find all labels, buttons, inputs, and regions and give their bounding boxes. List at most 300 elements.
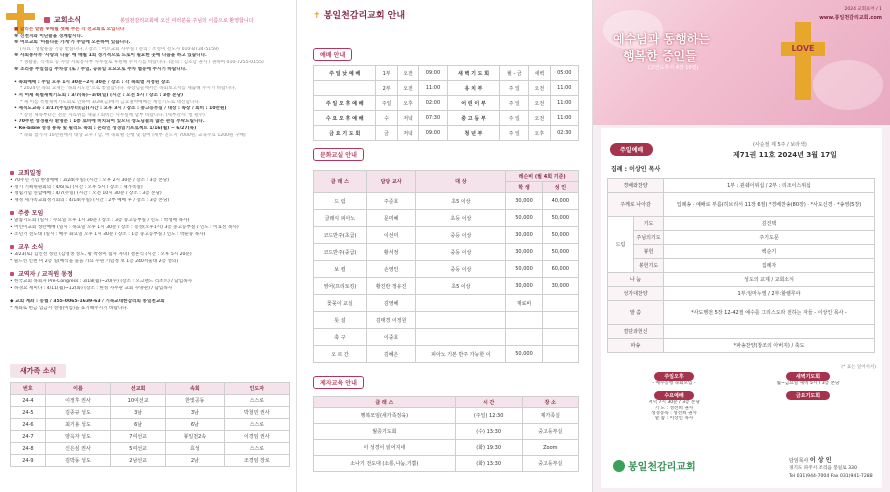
table-cell (506, 329, 542, 346)
news-item: * 속회 참가자 10만원에서 대상 교우 / 남, 여 속회별 진행 및 참여 (세부 진도지 7000원, 교육수료 1200원 구매) (20, 132, 246, 138)
cover-panel (593, 0, 890, 492)
table-row (314, 227, 579, 244)
order-table (607, 178, 875, 353)
table-cell (542, 312, 578, 329)
theme-line1: 예수님과 동행하는 (613, 32, 710, 46)
bottom-cell (741, 372, 875, 388)
order-label: 주께로 나아감 (608, 193, 664, 217)
table-header: 번호 (11, 383, 46, 395)
worship-pill: 주일예배 (610, 143, 653, 156)
table-row (314, 295, 579, 312)
table-cell: 3남 (111, 407, 166, 419)
section-item: ◆ 교회 계좌 : 농협 / 355-0065-1639-63 / 기독교대한감리회 봉일천교회 (10, 299, 165, 305)
order-value (664, 325, 875, 339)
news-item: * 장년 제목부터는 전문 자료위를 제출 / 회비는 사무실에 납부 바랍니다. (세부강사: 청 황수) (20, 112, 205, 118)
table-cell: (화) 13:30 (455, 456, 522, 472)
table-row (314, 408, 579, 424)
order-group: 드림 (608, 217, 634, 273)
guide-title (313, 8, 405, 21)
order-row (608, 179, 875, 193)
education-guide-tag: 제자교육 안내 (313, 376, 364, 389)
table-cell: 50,000 (542, 210, 578, 227)
bottom-cell (607, 391, 741, 422)
news-item: * 2024년 속회 교재는 '속회지도안'으로 통일합니다. 속장님들께서는 속회보고서를 제출해 주시기 바랍니다. (20, 86, 236, 92)
table-header: 성 인 (542, 182, 578, 193)
bullet-icon (10, 211, 14, 215)
table-header-row (314, 171, 579, 182)
table-cell: 02:30 (550, 126, 578, 141)
table-cell: 영어(프리토킹) (314, 278, 367, 295)
news-panel (0, 0, 297, 492)
table-cell: 6남 (166, 419, 224, 431)
section-title-text: 주중 모임 (18, 210, 44, 218)
table-cell: 스스로 (224, 443, 289, 455)
table-cell: 이중호 (366, 329, 416, 346)
table-cell: 행복모임(새가족정육) (314, 408, 456, 424)
order-label: 기도 (634, 217, 664, 231)
section-item: • 하경요 세미나 : 4/11(월)~12(화) (장소 : 한성 사무관 교회 수양관) / 담임목사 (10, 285, 173, 291)
table-cell: 2부 (376, 81, 397, 96)
table-cell: 11:00 (419, 81, 447, 96)
news-item: ※ 신천지와 이단들을 경계합시다. (14, 33, 83, 39)
table-row (314, 210, 579, 227)
table-cell: 새 벽 기 도 회 (447, 66, 500, 81)
banner-small: 2024 교회표어 / 1 (844, 7, 882, 12)
table-cell: 24-7 (11, 431, 46, 443)
order-label: 결단과헌신 (608, 325, 664, 339)
leader-text: 집례 : 이상인 목사 (611, 166, 661, 173)
section-title (10, 168, 290, 177)
table-cell: 주 일 (500, 126, 529, 141)
table-cell: 07:30 (419, 111, 447, 126)
pastor-label: 담임목사 (789, 458, 809, 464)
table-row (314, 244, 579, 261)
table-header: 속회 (166, 383, 224, 395)
season-text: (사순절 제 5주 / 보라색) (753, 142, 807, 148)
theme-line2: 행복한 증인들 (623, 49, 697, 63)
table-cell: 50,000 (506, 210, 542, 227)
table-row (314, 329, 579, 346)
table-cell: 금 (376, 126, 397, 141)
bottom-text: - 예수동행 속회모임 - (652, 381, 696, 386)
table-cell: 코드반주(초급) (314, 227, 367, 244)
bottom-text (741, 400, 875, 407)
worship-table (313, 65, 579, 141)
table-cell: 한빛공동 (166, 395, 224, 407)
bottom-text: 저녁 7시 30분 / 3층 본당 (648, 399, 700, 405)
culture-guide-tag: 문화교실 안내 (313, 148, 364, 161)
order-label: 경배와찬양 (608, 179, 664, 193)
table-cell: 조경임 장로 (224, 455, 289, 467)
order-value: 1부 : 윈쉐이위십 / 2부 : 리조이스위십 (664, 179, 875, 193)
order-row (608, 273, 875, 287)
table-cell: 황진란 정유진 (366, 278, 416, 295)
table-cell: 30,000 (506, 227, 542, 244)
order-label: 나 눔 (608, 273, 664, 287)
table-cell: 30,000 (506, 278, 542, 295)
address: 경기도 파주시 조리읍 봉일로 330 (789, 466, 857, 471)
section-item: • 70주년 기념 한영예배 : 3/24(주일) (시간 : 오후 2시 30분 / 장소 : 3층 본당) (10, 178, 170, 183)
table-cell: 금 요 기 도 회 (314, 126, 376, 141)
section-item: • 정기 기획위원회의 : 4/6(토) (시간 : 오후 5시 / 장소 : 제가족실) (10, 184, 143, 190)
table-cell: 소나기 전도대 (소통,나눔,기쁨) (314, 456, 456, 472)
pastor-name: 이 상 인 (809, 457, 832, 464)
pastor-line (789, 455, 832, 464)
table-cell: 10여선교 (111, 395, 166, 407)
table-row (11, 431, 290, 443)
order-row (608, 287, 875, 301)
order-row (608, 217, 875, 231)
table-cell: 중고등부실 (522, 456, 578, 472)
table-cell: 11:00 (550, 111, 578, 126)
section-title-text: 교회일정 (18, 170, 42, 177)
table-cell: 이 성경이 읽어지네 (314, 440, 456, 456)
table-cell: 손영인 (366, 261, 416, 278)
table-cell: 24-8 (11, 443, 46, 455)
table-cell: 초5 이상 (416, 193, 506, 210)
table-cell: 24-6 (11, 419, 46, 431)
section-title (10, 242, 290, 251)
bullet-icon (44, 17, 50, 23)
table-cell (542, 329, 578, 346)
bottom-title: 새벽기도회 (786, 372, 830, 381)
section-item: * 계좌로 헌금 입금시 성명(이름)을 표기해주시기 바랍니다. (10, 305, 129, 311)
table-cell: 제가족실 (522, 408, 578, 424)
bottom-grid (607, 372, 875, 421)
table-cell: 40,000 (542, 193, 578, 210)
table-cell (506, 312, 542, 329)
table-cell: 신은심 권사 (45, 443, 110, 455)
table-row (314, 111, 579, 126)
table-cell: 청 년 부 (447, 126, 500, 141)
table-cell: 이정후 권사 (45, 395, 110, 407)
table-cell: 오전 (397, 81, 418, 96)
news-item: • 서 어제 특별새벽기도회 : 3/7(목)~3/0(일) (시간 : 오전 5시 / 장소 : 3층 본당) (14, 92, 184, 98)
table-cell (416, 329, 506, 346)
table-cell: 월 - 금 (500, 66, 529, 81)
section-item: • 한국교회 목회자 Pre-Congress : 3/18(월)~20(수) (장소 : 오크랜드 리조트) / 담임목사 (10, 279, 193, 285)
welcome-text: 봉일천감리교회에 오신 여러분을 주님의 이름으로 환영합니다 (120, 18, 254, 24)
table-cell: 봉일천2속 (166, 431, 224, 443)
table-cell: 11:00 (550, 96, 578, 111)
newfamily-title: 새가족 소식 (10, 364, 66, 378)
news-item: • 속회예배 : 주일 오후 1시 30분~2시 30분 / 장소 : 각 속회별 지정된 장소 (14, 79, 170, 85)
order-label: 말 씀 (608, 301, 664, 325)
table-row (11, 443, 290, 455)
table-cell: 스스로 (224, 419, 289, 431)
table-row (314, 126, 579, 141)
section-block (10, 168, 290, 204)
table-cell: 김영혜 (366, 295, 416, 312)
table-cell: 50,000 (506, 346, 542, 363)
table-row (11, 419, 290, 431)
table-cell (416, 295, 506, 312)
table-cell: (주일) 12:30 (455, 408, 522, 424)
table-cell: 오전 (529, 96, 550, 111)
table-row (314, 81, 579, 96)
table-header: 선교회 (111, 383, 166, 395)
bullet-icon (10, 171, 14, 175)
order-row (608, 259, 875, 273)
section-item: • 소년기 전도대 (일시 : 매주 화요일 오후 1시 30분 / 장소 : 1층 중고등부실 / 인도 : 박순중 목사) (10, 231, 206, 237)
table-cell: 1부 (376, 66, 397, 81)
order-row (608, 301, 875, 325)
table-cell: 주 일 오 후 예 배 (314, 96, 376, 111)
news-item: * 새 이름 특별새벽기도회로 인하여 3/29(금)에서 금요철야예배는 계인기도로 대신합니다. (20, 99, 201, 105)
table-cell: 김종규 성도 (45, 407, 110, 419)
table-cell: 중고등부실 (522, 424, 578, 440)
table-header: 레슨비 (월 4회 기준) (506, 171, 579, 182)
table-header: 클 래 스 (314, 397, 456, 408)
table-cell: 이선미 (366, 227, 416, 244)
guide-panel (297, 0, 593, 492)
table-cell: 재료비 (506, 295, 542, 312)
table-header: 클 래 스 (314, 171, 367, 193)
table-cell: 수 (376, 111, 397, 126)
table-cell: 24-4 (11, 395, 46, 407)
table-cell: 3남 (166, 407, 224, 419)
section-item: * 필드선 인천 미 2층 일(예식을 돌을 가요 수원 기념정 보 1층 240서울대 2층 성의) (10, 258, 179, 264)
bottom-title: 주일오후 (654, 372, 693, 381)
news-item: ※ 조리중 주일섬김 주차장 (또 / 주일, 공휴일 오요오토 주차 협동에 주시기 바랍니다. (14, 66, 187, 72)
table-cell: 최기용 성도 (45, 419, 110, 431)
table-row (314, 440, 579, 456)
order-label: 파송 (608, 339, 664, 353)
bottom-cell (741, 391, 875, 422)
news-list (14, 27, 290, 139)
section-title (10, 208, 290, 217)
news-item: ■ 알리는 말씀 ※매월 셋째 주는 각 선교회로 모입니다 (14, 27, 125, 32)
table-cell: 오후 (397, 96, 418, 111)
section-block (10, 242, 290, 265)
table-row (314, 66, 579, 81)
table-cell: 2남 (166, 455, 224, 467)
table-header: 학 생 (506, 182, 542, 193)
table-cell: 주일 (376, 96, 397, 111)
news-item: (자료 : 생활용품 기증 받습니다. / 장소 : 어르교회 사무실 / 문의 : 조영미 전도사 010-8734-5159) (20, 46, 219, 52)
section-item: • 재정 세가족교회정기회의 : 4/14(주일) (시간 : 2부 예배 후 / 장소 : 3층 본당) (10, 197, 170, 203)
section-block (10, 269, 290, 312)
table-cell (542, 346, 578, 363)
table-cell: 오전 (529, 111, 550, 126)
table-cell: 양옥자 성도 (45, 431, 110, 443)
table-cell: 초5 이상 (416, 278, 506, 295)
table-row (11, 395, 290, 407)
site-url[interactable]: www.봉일천감리교회.com (819, 15, 882, 21)
logo-icon (613, 460, 625, 472)
table-cell: 02:00 (419, 96, 447, 111)
order-row (608, 325, 875, 339)
table-cell: 중등 이상 (416, 227, 506, 244)
table-cell: 저녁 (397, 126, 418, 141)
order-value: 집례자 (664, 259, 875, 273)
section-item: • 정립기념 연합예배 : 4/7(주일) (시간 : 오전 10시 30분 / 장소 : 3층 본당) (10, 191, 162, 197)
table-cell: 60,000 (542, 261, 578, 278)
table-cell: 축 구 (314, 329, 367, 346)
news-item: • Re-bible 성경 통독 및 필리드 속회 : 온라인 성경읽기프로젝트 1/16(월) ~ 6/27(목) (14, 125, 197, 131)
order-label: 성가대찬양 (608, 287, 664, 301)
table-cell: 11:00 (550, 81, 578, 96)
table-cell (416, 312, 506, 329)
table-cell: 오후 (529, 126, 550, 141)
table-cell: 중등 이상 (416, 244, 506, 261)
table-header: 이름 (45, 383, 110, 395)
table-cell: 오 르 간 (314, 346, 367, 363)
order-row (608, 231, 875, 245)
news-item: • 70주년 성경필사 환영문 : 1층 로비에 비치되어 있으니 성도님들의 많은 관심 부탁드립니다. (14, 119, 205, 125)
bottom-cell (607, 372, 741, 388)
order-value: 성도의 교제 / 교회소식 (664, 273, 875, 287)
table-cell: 뜻 설 (314, 312, 367, 329)
table-header: 대 상 (416, 171, 506, 193)
table-header: 담당 교사 (366, 171, 416, 193)
order-value: *사도행전 5장 12-42절 예수를 그리스도라 전하는 자들 - 이상인 목사 - (664, 301, 875, 325)
table-cell: (수) 13:30 (455, 424, 522, 440)
order-row (608, 193, 875, 217)
cross-small-icon: ✝ (313, 11, 321, 21)
news-item: ※ 사회봉사부 '사랑의 나눔' 에 매월 1회 정기적으로 드로이 필요한 곳에 나눔을 하고 있습니다. (14, 53, 207, 59)
issue-text: 제71권 11호 2024년 3월 17일 (733, 151, 837, 159)
table-header: 장 소 (522, 397, 578, 408)
church-logo (613, 458, 696, 473)
table-cell (542, 295, 578, 312)
table-cell: 김박동 성도 (45, 455, 110, 467)
table-cell: 24-9 (11, 455, 46, 467)
table-cell: 황서정 (366, 244, 416, 261)
table-cell: 24-5 (11, 407, 46, 419)
order-value: 1부:임마누엘 / 2부:할렐루야 (664, 287, 875, 301)
table-cell: 주 일 낮 예 배 (314, 66, 376, 81)
table-cell: 30,000 (506, 193, 542, 210)
table-row (314, 261, 579, 278)
table-cell: 주 일 (500, 111, 529, 126)
table-cell: 중 고 등 부 (447, 111, 500, 126)
table-cell: Zoom (522, 440, 578, 456)
table-cell: 효성 (166, 443, 224, 455)
table-cell: 50,000 (542, 244, 578, 261)
table-row (314, 424, 579, 440)
table-cell: 드 럼 (314, 193, 367, 210)
wed-line: 말 씀 : 이상인 목사 (654, 416, 694, 422)
table-cell: 중등 이상 (416, 261, 506, 278)
order-value: 주기도문 (664, 231, 875, 245)
schedule-sections (10, 168, 290, 316)
table-cell: 주 일 (500, 81, 529, 96)
table-row (314, 278, 579, 295)
order-value: 김진택 (664, 217, 875, 231)
news-item: ※ 어르교회 '아름다운 가게'가 주일에 오픈하여 있습니다. (14, 40, 131, 46)
table-row (11, 407, 290, 419)
guide-title-text: 봉일천감리교회 안내 (323, 11, 406, 21)
news-title: 교회소식 (54, 16, 82, 24)
table-cell: 스스로 (224, 395, 289, 407)
section-block (10, 208, 290, 238)
table-cell: 30,000 (506, 244, 542, 261)
standing-note: (* 표는 일어서서) (841, 365, 876, 370)
table-cell: 김혜은 (366, 346, 416, 363)
tower-icon (781, 22, 825, 100)
table-cell: 수 요 오 후 예 배 (314, 111, 376, 126)
table-cell: 김태경 이정원 (366, 312, 416, 329)
table-cell: 피아노 기본 반주 가능한 이 (416, 346, 506, 363)
table-cell: 이경임 권사 (224, 431, 289, 443)
table-cell: 클래식 피아노 (314, 210, 367, 227)
section-item: • 말씀기도회 (일시 : 수요일 오후 1시 30분 / 장소 : 3층 중고등부실 / 인도 : 박성애 목사) (10, 218, 190, 224)
table-header: 인도자 (224, 383, 289, 395)
table-cell: 저녁 (397, 111, 418, 126)
bottom-title: 금요기도회 (786, 391, 830, 400)
table-cell: 어 린 이 부 (447, 96, 500, 111)
table-cell: 2남선교 (111, 455, 166, 467)
order-label: 주님의기도 (634, 231, 664, 245)
tower-text: LOVE (791, 44, 815, 53)
bullet-icon (10, 245, 14, 249)
table-cell (314, 81, 376, 96)
section-item: • 어린이교회 성탄예배 (일시 : 목요일 오후 1시 30분 / 장소 : 봉성(오후1시) 3층 중고등부실 / 인도 : 이효선 목사) (10, 224, 239, 230)
table-cell: 박철민 권사 (224, 407, 289, 419)
order-value: *파송찬양(창조의 아버지) / 축도 (664, 339, 875, 353)
table-header: 시 간 (455, 397, 522, 408)
table-cell: 문미혜 (366, 210, 416, 227)
bottom-text: 월~금요일 새벽 5시 / 3층 본당 (776, 381, 840, 386)
table-cell: (화) 19:30 (455, 440, 522, 456)
table-cell: 7여선교 (111, 431, 166, 443)
table-row (314, 193, 579, 210)
section-item (10, 293, 290, 300)
news-item (14, 73, 290, 80)
table-cell: 새벽 (529, 66, 550, 81)
newfamily-section (10, 364, 290, 467)
table-cell: 05:00 (550, 66, 578, 81)
order-value: 입례송 · 예배로 부름(히브리서 11장 6절) *경배찬송(80장) · *사도신경 · *송영(5장) (664, 193, 875, 217)
table-cell: 월증기도회 (314, 424, 456, 440)
wed-line: 성경봉독 : 성선희 권사 (651, 411, 697, 417)
section-title-text: 교우 소식 (18, 244, 44, 252)
wed-line: 기 도 : 성선희 권사 (654, 406, 694, 412)
table-cell: 50,000 (542, 227, 578, 244)
table-cell: 주준호 (366, 193, 416, 210)
order-row (608, 245, 875, 259)
table-cell: 오전 (529, 81, 550, 96)
table-row (314, 456, 579, 472)
bottom-title: 수요예배 (654, 391, 693, 400)
table-row (314, 96, 579, 111)
order-value: 백순기 (664, 245, 875, 259)
table-cell: 초등 이상 (416, 210, 506, 227)
table-cell: 코드반주(중급) (314, 244, 367, 261)
table-cell: 09:00 (419, 126, 447, 141)
table-cell: 09:00 (419, 66, 447, 81)
table-cell: 꽃꽂이 교실 (314, 295, 367, 312)
section-item: • 3/23(토) 김인선 성년 (김영생 성도, 황 박정미 집사 자녀) 결혼식 (시간 : 오후 5시 20분) (10, 252, 192, 258)
order-label: 봉헌기도 (634, 259, 664, 273)
table-cell: 6남 (111, 419, 166, 431)
order-row (608, 339, 875, 353)
bullet-icon (10, 272, 14, 276)
table-row (314, 346, 579, 363)
education-table (313, 396, 579, 472)
tel: Tel 031)944-7004 Fax 031)941-7288 (789, 474, 873, 479)
worship-guide-tag: 예배 안내 (313, 48, 352, 61)
theme-sub: (고린도후서 4장 10절) (648, 65, 699, 71)
section-title-text: 교역자 / 교직원 동정 (18, 271, 73, 279)
table-cell: 유 치 부 (447, 81, 500, 96)
table-row (314, 312, 579, 329)
church-name: 봉일천감리교회 (628, 462, 696, 473)
news-item: * 생활용, 식재료 등 사랑 사회봉사부 사무실로 후원해 주시기를 바랍니다. (문의 : 김호남 권사 / 권하여 010-7255-0155) (20, 59, 264, 65)
section-title (10, 269, 290, 278)
order-label: 봉헌 (634, 245, 664, 259)
